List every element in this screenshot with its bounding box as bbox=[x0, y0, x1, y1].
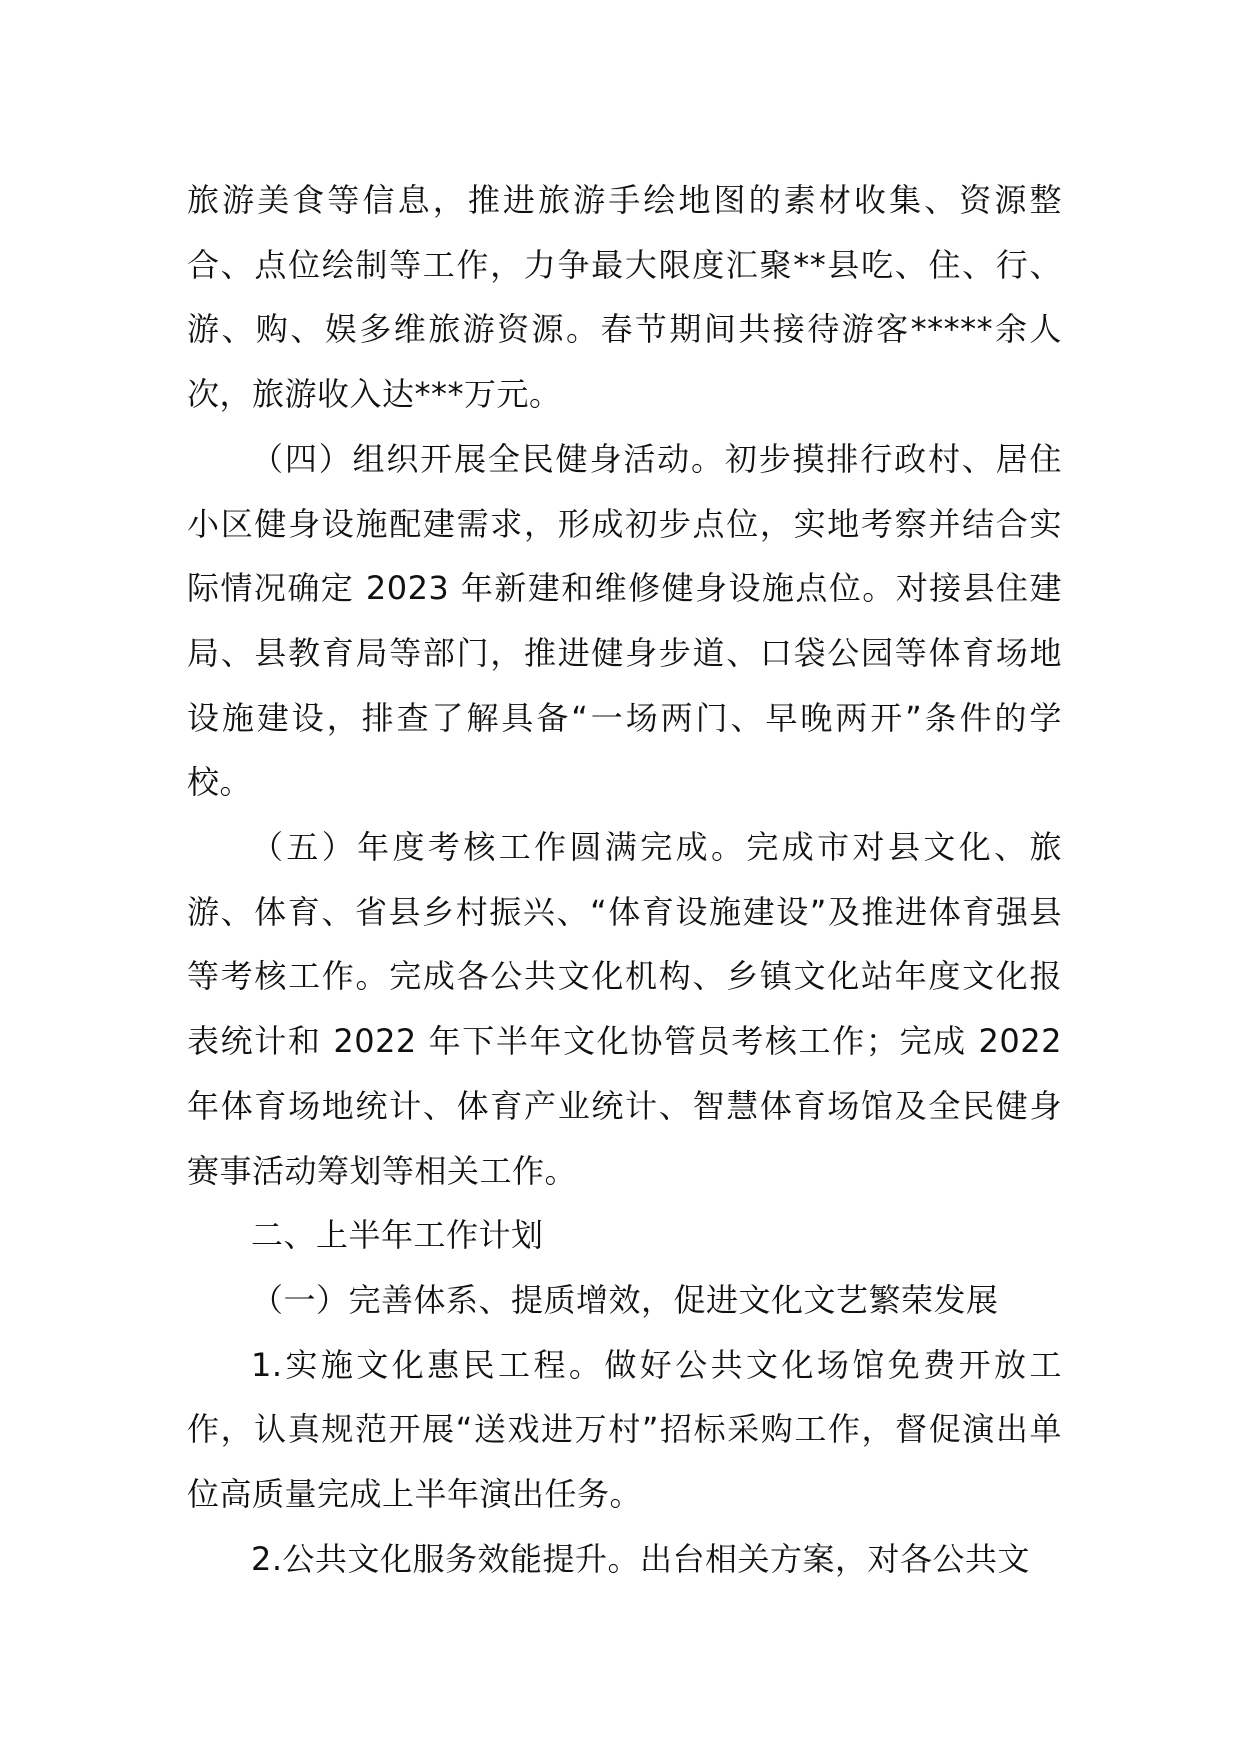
paragraph-fitness-activities: （四）组织开展全民健身活动。初步摸排行政村、居住小区健身设施配建需求，形成初步点位，实地考察并结合实际情况确定 2023 年新建和维修健身设施点位。对接县住建局、县教育局等部门，推进健身步道、口袋公园等体育场地设施建设，排查了解具备“一场两门、早晚两开”条件的学校。 bbox=[187, 439, 1062, 802]
section-heading-first-half-plan: 二、上半年工作计划 bbox=[251, 1216, 544, 1255]
paragraph-public-culture-service: 2.公共文化服务效能提升。出台相关方案，对各公共文 bbox=[251, 1539, 1031, 1578]
document-body bbox=[187, 168, 1062, 1591]
subsection-heading-culture-development: （一）完善体系、提质增效，促进文化文艺繁荣发展 bbox=[251, 1280, 999, 1319]
paragraph-annual-assessment: （五）年度考核工作圆满完成。完成市对县文化、旅游、体育、省县乡村振兴、“体育设施建设”及推进体育强县等考核工作。完成各公共文化机构、乡镇文化站年度文化报表统计和 2022 年下半年文化协管员考核工作；完成 2022 年体育场地统计、体育产业统计、智慧体育场馆及全民健身赛事活动筹划等相关工作。 bbox=[187, 828, 1062, 1190]
paragraph-culture-benefit-project: 1.实施文化惠民工程。做好公共文化场馆免费开放工作，认真规范开展“送戏进万村”招标采购工作，督促演出单位高质量完成上半年演出任务。 bbox=[187, 1345, 1062, 1514]
paragraph-tourism-continuation: 旅游美食等信息，推进旅游手绘地图的素材收集、资源整合、点位绘制等工作，力争最大限度汇聚**县吃、住、行、游、购、娱多维旅游资源。春节期间共接待游客*****余人次，旅游收入达***万元。 bbox=[187, 181, 1062, 414]
